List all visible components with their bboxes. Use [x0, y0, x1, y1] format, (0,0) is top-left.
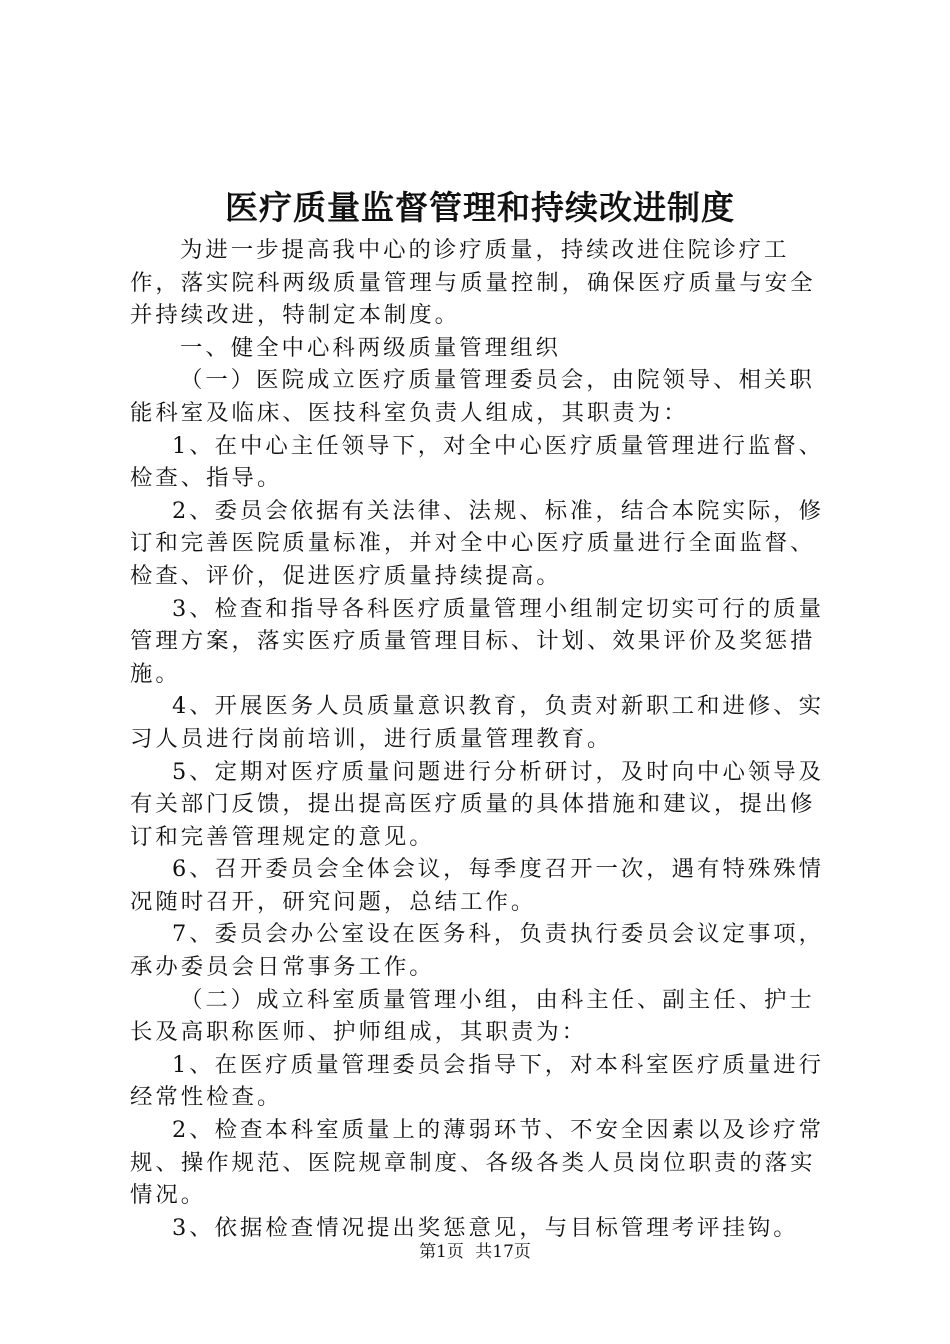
list-item: 4、开展医务人员质量意识教育，负责对新职工和进修、实习人员进行岗前培训，进行质量管理教育。 [130, 693, 825, 752]
list-item: 3、依据检查情况提出奖惩意见，与目标管理考评挂钩。 [172, 1214, 799, 1241]
page-total: 共17页 [475, 1242, 531, 1262]
section-heading-1: 一、健全中心科两级质量管理组织 [180, 334, 561, 361]
list-item: 1、在中心主任领导下，对全中心医疗质量管理进行监督、检查、指导。 [130, 432, 825, 492]
list-item: 2、检查本科室质量上的薄弱环节、不安全因素以及诊疗常规、操作规范、医院规章制度、各级各类人员岗位职责的落实情况。 [130, 1117, 825, 1209]
paragraph-intro: 为进一步提高我中心的诊疗质量，持续改进住院诊疗工作，落实院科两级质量管理与质量控制，确保医疗质量与安全并持续改进，特制定本制度。 [130, 237, 816, 329]
subsection-1: （一）医院成立医疗质量管理委员会，由院领导、相关职能科室及临床、医技科室负责人组成，其职责为： [130, 367, 815, 426]
page-number: 第1页 [419, 1242, 464, 1262]
document-body [130, 234, 833, 1244]
subsection-2: （二）成立科室质量管理小组，由科主任、副主任、护士长及高职称医师、护师组成，其职责为： [130, 986, 815, 1046]
list-item: 6、召开委员会全体会议，每季度召开一次，遇有特殊殊情况随时召开，研究问题，总结工作。 [130, 856, 825, 915]
list-item: 7、委员会办公室设在医务科，负责执行委员会议定事项，承办委员会日常事务工作。 [130, 921, 825, 981]
document-title: 医疗质量监督管理和持续改进制度 [225, 188, 735, 227]
list-item: 5、定期对医疗质量问题进行分析研讨，及时向中心领导及有关部门反馈，提出提高医疗质量的具体措施和建议，提出修订和完善管理规定的意见。 [130, 758, 825, 850]
list-item: 1、在医疗质量管理委员会指导下，对本科室医疗质量进行经常性检查。 [130, 1051, 825, 1111]
list-item: 2、委员会依据有关法律、法规、标准，结合本院实际，修订和完善医院质量标准，并对全中心医疗质量进行全面监督、检查、评价，促进医疗质量持续提高。 [130, 497, 825, 589]
page-footer [0, 1241, 950, 1263]
list-item: 3、检查和指导各科医疗质量管理小组制定切实可行的质量管理方案，落实医疗质量管理目标、计划、效果评价及奖惩措施。 [130, 595, 825, 687]
